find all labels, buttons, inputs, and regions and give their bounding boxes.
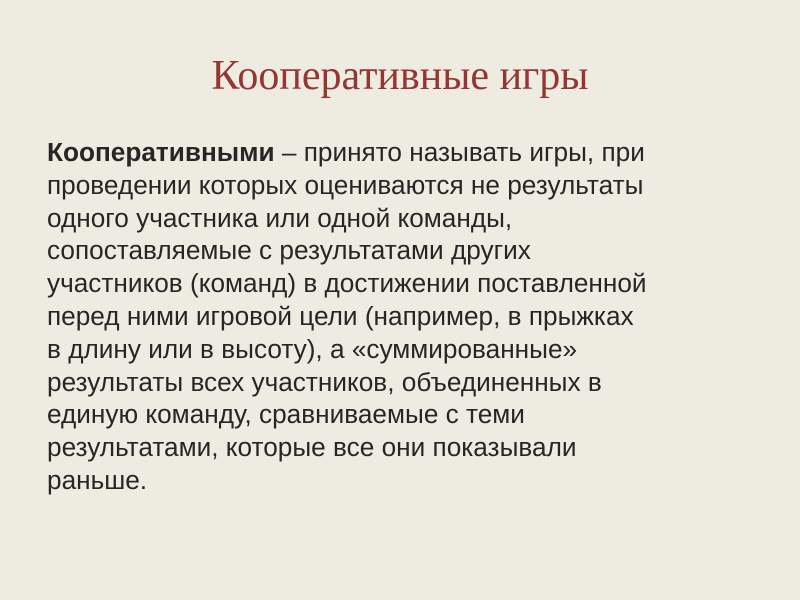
slide-body-text (47, 136, 767, 497)
body-line: в длину или в высоту), а «суммированные» (47, 333, 578, 364)
body-line: единую команду, сравниваемые с теми (47, 399, 525, 430)
body-line: результаты всех участников, объединенных в (47, 366, 602, 397)
body-line: участников (команд) в достижении поставленной (47, 268, 647, 299)
body-line: перед ними игровой цели (например, в прыжках (47, 300, 634, 331)
slide-title: Кооперативные игры (211, 53, 589, 99)
body-line: – принято называть игры, при (274, 137, 645, 167)
body-line: сопоставляемые с результатами других (47, 235, 531, 266)
body-line: проведении которых оцениваются не результаты (47, 169, 644, 200)
body-line: раньше. (47, 464, 148, 495)
body-line: результатами, которые все они показывали (47, 432, 577, 463)
defined-term: Кооперативными (47, 137, 275, 167)
body-line: одного участника или одной команды, (47, 202, 513, 233)
